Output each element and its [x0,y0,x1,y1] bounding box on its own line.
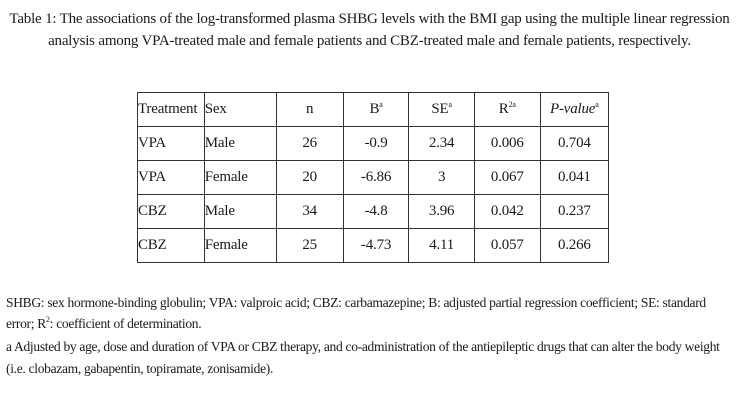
cell-r2: 0.057 [474,229,540,263]
footnote-abbrev-sup: 2 [45,314,50,324]
cell-p-value: 0.704 [540,127,608,161]
cell-treatment: CBZ [138,229,205,263]
header-se [409,93,475,127]
cell-treatment: VPA [138,127,205,161]
header-se-label: SE [431,101,449,117]
header-r2 [474,93,540,127]
table-row [138,161,609,195]
footnote-abbrev-text: SHBG: sex hormone-binding globulin; VPA: valproic acid; CBZ: carbamazepine; B: adjusted partial regression coefficient; SE: standard error; R [6,295,706,331]
header-r2-sup: 2a [508,100,516,109]
header-b-sup: a [379,100,383,109]
header-n: n [276,93,343,127]
header-sex: Sex [204,93,276,127]
cell-b: -6.86 [343,161,409,195]
cell-r2: 0.042 [474,195,540,229]
cell-b: -0.9 [343,127,409,161]
cell-n: 20 [276,161,343,195]
footnote-adjusted: a Adjusted by age, dose and duration of VPA or CBZ therapy, and co-administration of the antiepileptic drugs that can alter the body weight (i.e. clobazam, gabapentin, topiramate, zonisamide). [6,339,720,376]
cell-p-value: 0.041 [540,161,608,195]
cell-sex: Male [204,127,276,161]
table-header-row [138,93,609,127]
table-row [138,229,609,263]
table-row [138,195,609,229]
cell-se: 3 [409,161,475,195]
cell-treatment: VPA [138,161,205,195]
cell-se: 2.34 [409,127,475,161]
footnote-abbrev-text-end: : coefficient of determination. [49,315,202,331]
regression-table [137,92,609,263]
cell-b: -4.73 [343,229,409,263]
cell-se: 3.96 [409,195,475,229]
cell-n: 26 [276,127,343,161]
header-p-value [540,93,608,127]
cell-sex: Female [204,229,276,263]
table-row [138,127,609,161]
header-se-sup: a [448,100,452,109]
header-p-label: P-value [550,101,596,117]
header-p-sup: a [595,100,599,109]
table-caption: Table 1: The associations of the log-transformed plasma SHBG levels with the BMI gap using the multiple linear regression analysis among VPA-treated male and female patients and CBZ-treated male and female patients, respectively. [9,11,730,49]
cell-se: 4.11 [409,229,475,263]
cell-sex: Male [204,195,276,229]
footnote-abbreviations [6,293,733,334]
header-b [343,93,409,127]
cell-r2: 0.006 [474,127,540,161]
cell-b: -4.8 [343,195,409,229]
cell-p-value: 0.237 [540,195,608,229]
header-r2-label: R [498,101,509,117]
cell-r2: 0.067 [474,161,540,195]
table-footnotes [6,293,733,380]
header-b-label: B [369,101,380,117]
cell-treatment: CBZ [138,195,205,229]
header-treatment: Treatment [138,93,205,127]
cell-n: 25 [276,229,343,263]
cell-p-value: 0.266 [540,229,608,263]
cell-sex: Female [204,161,276,195]
cell-n: 34 [276,195,343,229]
